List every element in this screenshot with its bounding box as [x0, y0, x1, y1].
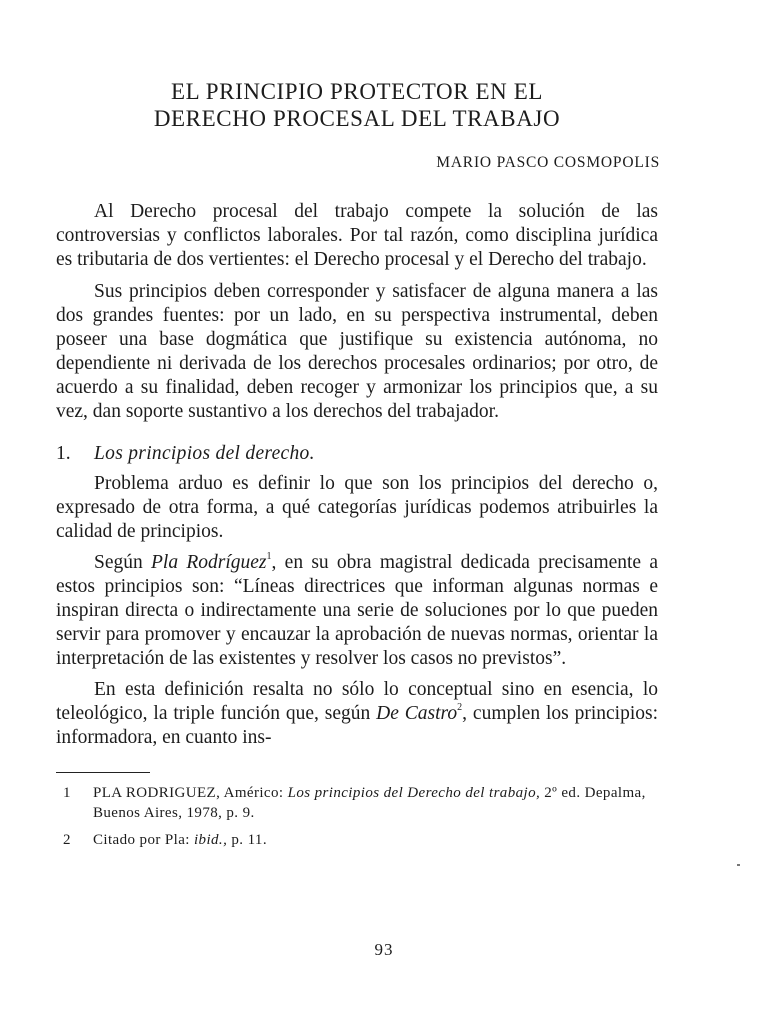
section-title: Los principios del derecho.: [94, 443, 315, 464]
footnote-italic: Los principios del Derecho del trabajo,: [287, 785, 541, 801]
footnote-lead: Citado por Pla:: [93, 832, 194, 848]
footnote-2: [56, 830, 658, 850]
title-line-1: EL PRINCIPIO PROTECTOR EN EL: [170, 79, 544, 104]
footnote-lead: PLA RODRIGUEZ, Américo:: [93, 785, 288, 801]
paragraph-4-rest: , en su obra magistral dedicada precisamente a estos principios son: “Líneas directrices que informan algunas normas e inspiran directa o indirectamente una serie de soluciones por lo que pueden servir para promover y encauzar la aprobación de nuevas normas, orientar la interpretación de las existentes y resolver los casos no previstos”.: [56, 552, 659, 669]
footnote-number: 1: [63, 785, 71, 801]
paragraph-4-lead: Según: [94, 552, 152, 573]
paragraph-5-lead: En esta definición resalta no sólo lo conceptual sino en esencia, lo teleológico, la triple función que, según: [56, 679, 658, 724]
paragraph-4: [56, 551, 658, 671]
footnote-rest: p. 11.: [227, 832, 267, 848]
cited-author-de-castro: De Castro: [376, 703, 458, 724]
scan-speck: [737, 864, 740, 866]
title-line-2: DERECHO PROCESAL DEL TRABAJO: [153, 106, 561, 131]
paragraph-3: Problema arduo es definir lo que son los principios del derecho o, expresado de otra forma, a qué categorías jurídicas podemos atribuirles la calidad de principios.: [56, 473, 658, 542]
paragraph-1: Al Derecho procesal del trabajo compete la solución de las controversias y conflictos laborales. Por tal razón, como disciplina jurídica es tributaria de dos vertientes: el Derecho procesal y el Derecho del trabajo.: [56, 201, 658, 270]
author-name: MARIO PASCO COSMOPOLIS: [436, 154, 660, 171]
footnotes: [56, 783, 658, 850]
footnote-rest: 2º ed. Depalma, Buenos Aires, 1978, p. 9.: [93, 785, 646, 821]
page-number: 93: [374, 940, 394, 959]
paragraph-5: [56, 678, 658, 750]
section-number: 1.: [56, 443, 71, 464]
footnote-text: [93, 830, 658, 850]
footnote-1: [56, 783, 658, 823]
footnote-divider: [56, 772, 150, 773]
footnote-ref-1: 1: [266, 551, 272, 562]
article-title: [56, 78, 658, 132]
section-heading-1: [56, 442, 658, 466]
footnote-number: 2: [63, 832, 71, 848]
article-body: [56, 200, 658, 750]
paragraph-5-rest: , cumplen los principios: informadora, en cuanto ins-: [56, 703, 659, 748]
page-content: [56, 78, 658, 857]
cited-author-pla: Pla Rodríguez: [151, 552, 267, 573]
paragraph-2: Sus principios deben corresponder y satisfacer de alguna manera a las dos grandes fuentes: por un lado, en su perspectiva instrumental, deben poseer una base dogmática que justifique su existencia autónoma, no dependiente ni derivada de los derechos procesales ordinarios; por otro, de acuerdo a su finalidad, deben recoger y armonizar los principios que, a su vez, dan soporte sustantivo a los derechos del trabajador.: [56, 281, 658, 422]
footnote-italic: ibid.,: [193, 832, 228, 848]
footnote-ref-2: 2: [457, 702, 463, 713]
footnote-text: [93, 783, 658, 823]
